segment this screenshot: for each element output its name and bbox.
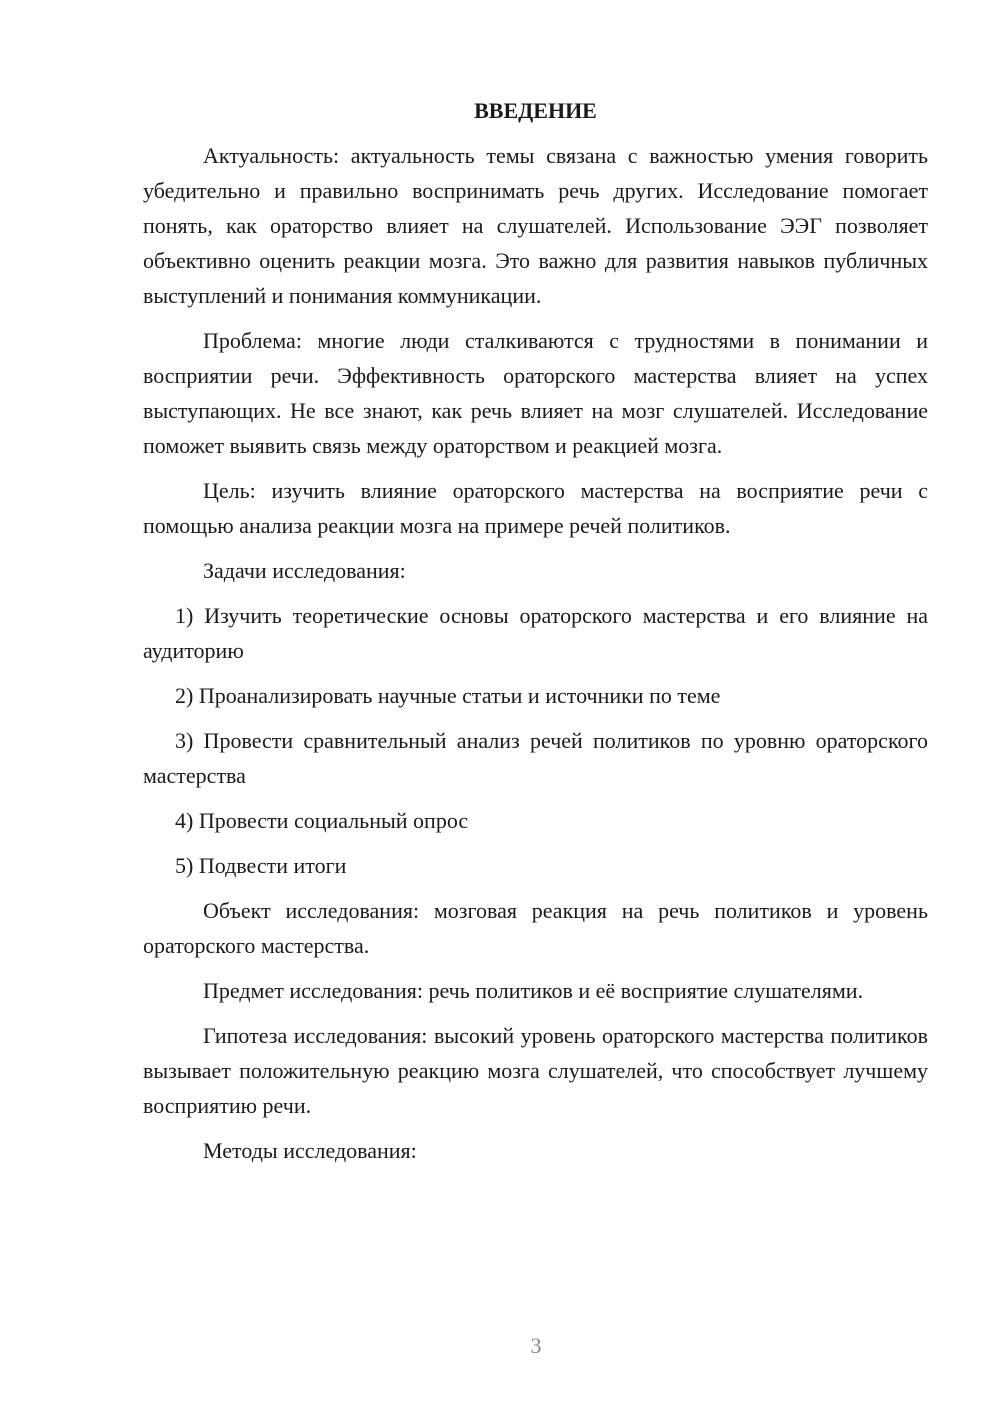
- task-item-1: 1) Изучить теоретические основы ораторского мастерства и его влияние на аудиторию: [143, 603, 928, 663]
- tasks-title: Задачи исследования:: [203, 558, 406, 583]
- page-content: [143, 93, 928, 1178]
- page-number: 3: [530, 1333, 542, 1358]
- task-item-4: 4) Провести социальный опрос: [175, 808, 469, 833]
- relevance-paragraph: Актуальность: актуальность темы связана с важностью умения говорить убедительно и правильно воспринимать речь других. Исследование помогает понять, как ораторство влияет на слушателей. Использование ЭЭГ позволяет объективно оценить реакции мозга. Это важно для развития навыков публичных выступлений и понимания коммуникации.: [143, 143, 928, 308]
- subject-paragraph: Предмет исследования: речь политиков и её восприятие слушателями.: [203, 978, 864, 1003]
- task-item-2: 2) Проанализировать научные статьи и источники по теме: [175, 683, 721, 708]
- object-paragraph: Объект исследования: мозговая реакция на речь политиков и уровень ораторского мастерства.: [143, 898, 928, 958]
- goal-paragraph: Цель: изучить влияние ораторского мастерства на восприятие речи с помощью анализа реакции мозга на примере речей политиков.: [143, 478, 928, 538]
- task-item-5: 5) Подвести итоги: [175, 853, 347, 878]
- problem-paragraph: Проблема: многие люди сталкиваются с трудностями в понимании и восприятии речи. Эффективность ораторского мастерства влияет на успех выступающих. Не все знают, как речь влияет на мозг слушателей. Исследование поможет выявить связь между ораторством и реакцией мозга.: [143, 328, 928, 458]
- page-title: ВВЕДЕНИЕ: [474, 98, 597, 123]
- methods-title: Методы исследования:: [203, 1138, 417, 1163]
- hypothesis-paragraph: Гипотеза исследования: высокий уровень ораторского мастерства политиков вызывает положительную реакцию мозга слушателей, что способствует лучшему восприятию речи.: [143, 1023, 928, 1118]
- task-item-3: 3) Провести сравнительный анализ речей политиков по уровню ораторского мастерства: [143, 728, 928, 788]
